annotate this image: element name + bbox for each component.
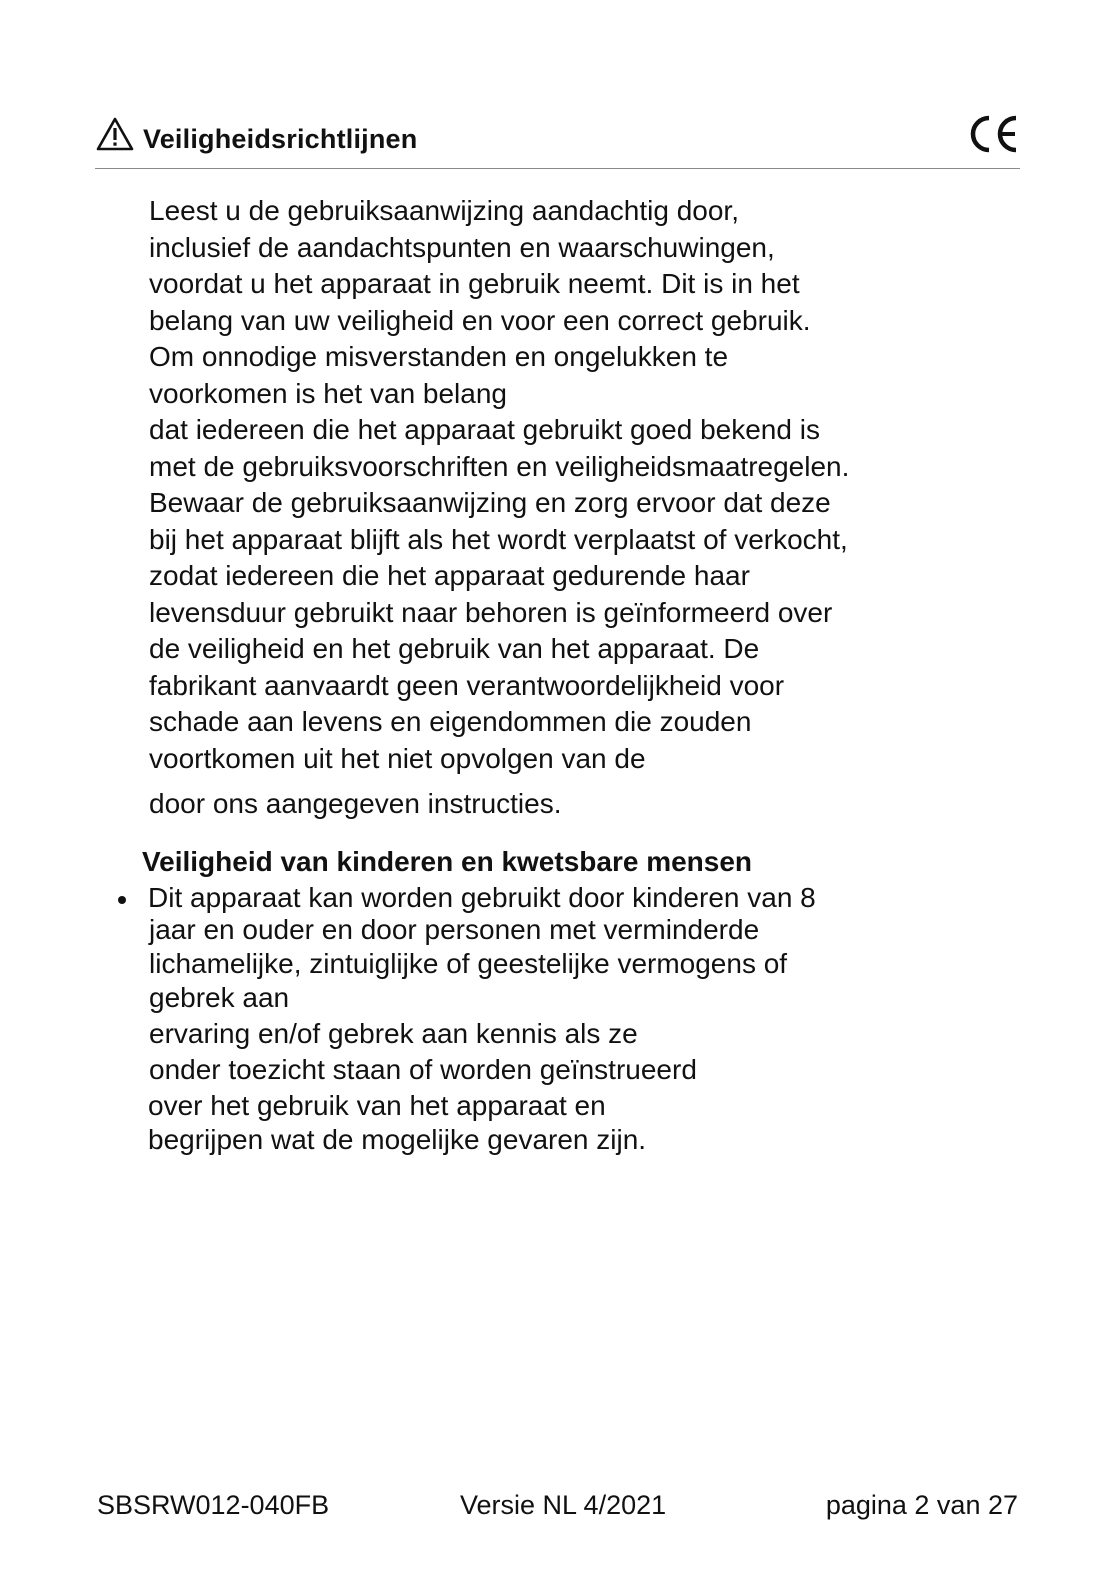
intro-line: Leest u de gebruiksaanwijzing aandachtig door, xyxy=(149,195,739,226)
intro-line: fabrikant aanvaardt geen verantwoordelijkheid voor xyxy=(149,669,785,701)
intro-line: voordat u het apparaat in gebruik neemt. Dit is in het xyxy=(149,268,800,299)
intro-line: voorkomen is het van belang xyxy=(149,377,507,409)
intro-line: voortkomen uit het niet opvolgen van de xyxy=(149,742,646,774)
footer-version: Versie NL 4/2021 xyxy=(460,1490,667,1520)
bullet-line: over het gebruik van het apparaat en xyxy=(148,1090,606,1121)
footer-model-number: SBSRW012-040FB xyxy=(97,1490,330,1520)
intro-line: schade aan levens en eigendommen die zouden xyxy=(149,706,752,737)
bullet-line: onder toezicht staan of worden geïnstrueerd xyxy=(149,1054,697,1085)
intro-line: dat iedereen die het apparaat gebruikt goed bekend is xyxy=(149,414,820,445)
intro-paragraph xyxy=(149,193,999,823)
intro-line: zodat iedereen die het apparaat gedurende haar xyxy=(149,560,750,591)
bullet-line: jaar en ouder en door personen met verminderde xyxy=(149,914,760,945)
bullet-line: Dit apparaat kan worden gebruikt door kinderen van 8 xyxy=(148,882,816,913)
intro-line: inclusief de aandachtspunten en waarschuwingen, xyxy=(149,231,775,263)
bullet-icon xyxy=(118,896,126,904)
page-title: Veiligheidsrichtlijnen xyxy=(143,124,418,154)
intro-line: Bewaar de gebruiksaanwijzing en zorg ervoor dat deze xyxy=(149,487,831,518)
intro-line: met de gebruiksvoorschriften en veiligheidsmaatregelen. xyxy=(149,450,850,482)
bullet-line: lichamelijke, zintuiglijke of geestelijke vermogens of xyxy=(149,948,788,979)
intro-line: levensduur gebruikt naar behoren is geïnformeerd over xyxy=(149,596,833,628)
intro-line: door ons aangegeven instructies. xyxy=(149,788,562,819)
ce-mark-icon xyxy=(964,112,1020,156)
bullet-line: gebrek aan xyxy=(149,982,290,1013)
section-heading: Veiligheid van kinderen en kwetsbare mensen xyxy=(142,846,753,877)
page-header xyxy=(95,112,1020,169)
intro-line: de veiligheid en het gebruik van het apparaat. De xyxy=(149,633,760,664)
bullet-line: ervaring en/of gebrek aan kennis als ze xyxy=(149,1018,638,1049)
bullet-line: begrijpen wat de mogelijke gevaren zijn. xyxy=(148,1124,647,1155)
intro-line: Om onnodige misverstanden en ongelukken te xyxy=(149,341,729,372)
intro-line: belang van uw veiligheid en voor een correct gebruik. xyxy=(149,304,811,336)
footer-page-number: pagina 2 van 27 xyxy=(825,1490,1018,1520)
warning-triangle-icon xyxy=(95,116,135,152)
intro-line: bij het apparaat blijft als het wordt verplaatst of verkocht, xyxy=(149,523,848,555)
